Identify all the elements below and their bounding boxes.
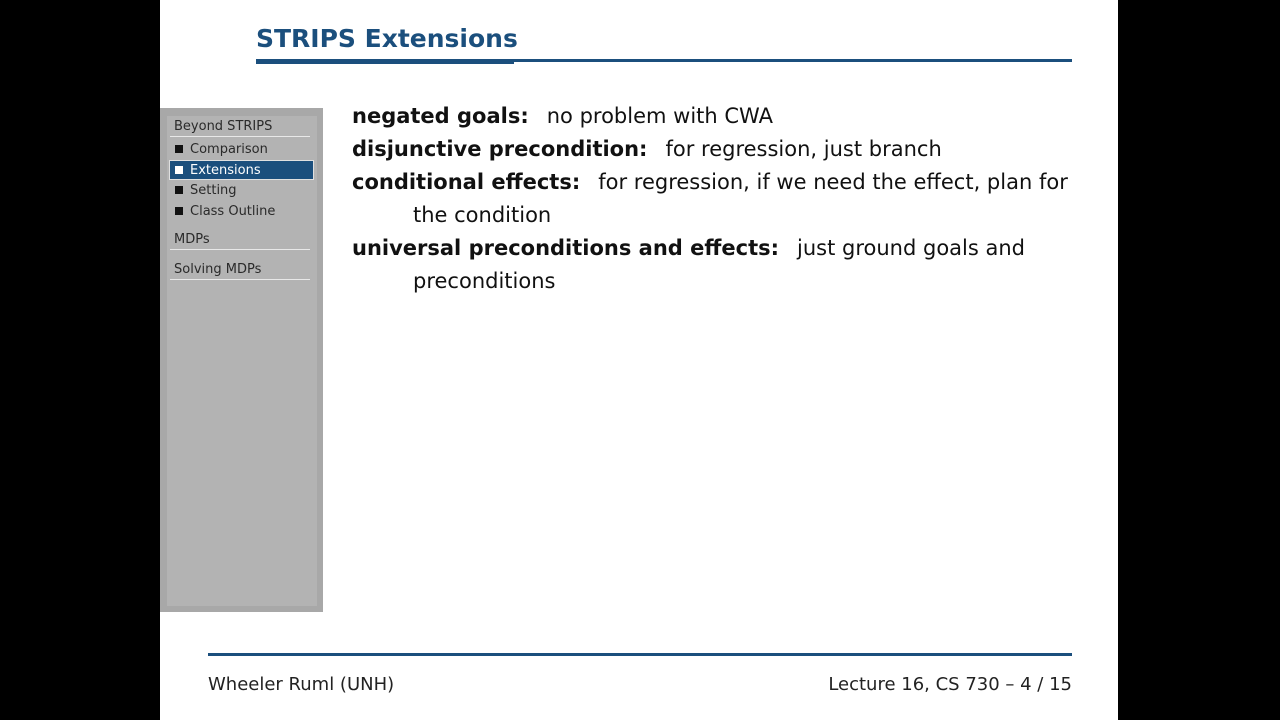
sidebar-item-label: Extensions: [190, 162, 261, 178]
slide: [160, 0, 1118, 720]
square-bullet-icon: [175, 166, 183, 174]
definition-item: [352, 100, 1072, 133]
square-bullet-icon: [175, 186, 183, 194]
sidebar-section-divider: [170, 279, 310, 280]
title-underline-accent: [256, 59, 514, 64]
slide-title: STRIPS Extensions: [256, 24, 518, 53]
definition-description: for regression, if we need the effect, plan for the condition: [413, 170, 1068, 227]
sidebar-item-class-outline[interactable]: [170, 202, 313, 220]
square-bullet-icon: [175, 145, 183, 153]
sidebar-section-mdps[interactable]: MDPs: [174, 232, 210, 247]
definition-item: [352, 133, 1072, 166]
footer-divider: [208, 653, 1072, 656]
sidebar-item-label: Setting: [190, 182, 237, 198]
footer-lecture-info: Lecture 16, CS 730 – 4 / 15: [828, 674, 1072, 695]
sidebar-item-extensions[interactable]: [170, 161, 313, 179]
sidebar-item-setting[interactable]: [170, 181, 313, 199]
footer-author: Wheeler Ruml (UNH): [208, 674, 395, 695]
square-bullet-icon: [175, 207, 183, 215]
sidebar-navigation: [160, 108, 323, 612]
sidebar-section-solving-mdps[interactable]: Solving MDPs: [174, 262, 262, 277]
definition-description: just ground goals and preconditions: [413, 236, 1026, 293]
sidebar-item-label: Comparison: [190, 141, 268, 157]
definition-term: universal preconditions and effects:: [352, 236, 780, 260]
definition-description: no problem with CWA: [546, 104, 774, 128]
sidebar-item-label: Class Outline: [190, 203, 276, 219]
definition-item: [352, 232, 1072, 298]
definition-description: for regression, just branch: [665, 137, 942, 161]
sidebar-section-divider: [170, 249, 310, 250]
definition-term: negated goals:: [352, 104, 529, 128]
definition-term: conditional effects:: [352, 170, 581, 194]
definition-term: disjunctive precondition:: [352, 137, 648, 161]
slide-content: [352, 100, 1072, 298]
sidebar-section-divider: [170, 136, 310, 137]
definition-item: [352, 166, 1072, 232]
sidebar-section-beyond-strips[interactable]: Beyond STRIPS: [174, 119, 273, 134]
sidebar-item-comparison[interactable]: [170, 140, 313, 158]
